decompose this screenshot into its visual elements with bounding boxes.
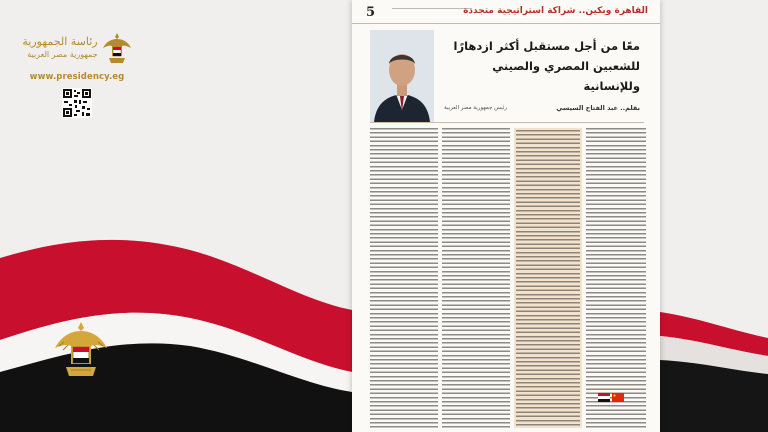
egypt-eagle-icon xyxy=(54,320,108,382)
qr-code-icon xyxy=(62,88,92,118)
presidency-brand xyxy=(18,30,136,122)
egypt-eagle-icon xyxy=(102,30,132,66)
byline-author: بقلم.. عبد الفتاح السيسي xyxy=(556,104,640,112)
headline-rule xyxy=(370,122,644,123)
section-header: القاهرة وبكين.. شراكة استراتيجية متجددة xyxy=(463,6,648,16)
article-column-3 xyxy=(514,128,582,428)
article-column-4 xyxy=(586,128,646,428)
headline-line-1: معًا من أجل مستقبل أكثر ازدهارًا xyxy=(453,39,640,53)
byline xyxy=(444,104,640,112)
president-portrait xyxy=(370,30,434,122)
brand-logo-text xyxy=(22,35,97,61)
date-rule xyxy=(392,3,472,9)
china-flag-icon xyxy=(612,393,624,402)
article-column-2 xyxy=(442,128,510,428)
byline-role: رئيس جمهورية مصر العربية xyxy=(444,105,507,111)
article-column-1 xyxy=(370,128,438,428)
brand-line-1: رئاسة الجمهورية xyxy=(22,35,98,48)
brand-line-2: جمهورية مصر العربية xyxy=(27,50,98,59)
newspaper-header-bar xyxy=(352,0,660,24)
presidency-url[interactable]: www.presidency.eg xyxy=(29,72,125,82)
article-headline xyxy=(440,36,640,96)
page-number: 5 xyxy=(366,5,376,20)
headline-line-2: للشعبين المصري والصيني وللإنسانية xyxy=(492,59,640,93)
egypt-flag-icon xyxy=(598,393,610,402)
newspaper-page xyxy=(352,0,660,432)
